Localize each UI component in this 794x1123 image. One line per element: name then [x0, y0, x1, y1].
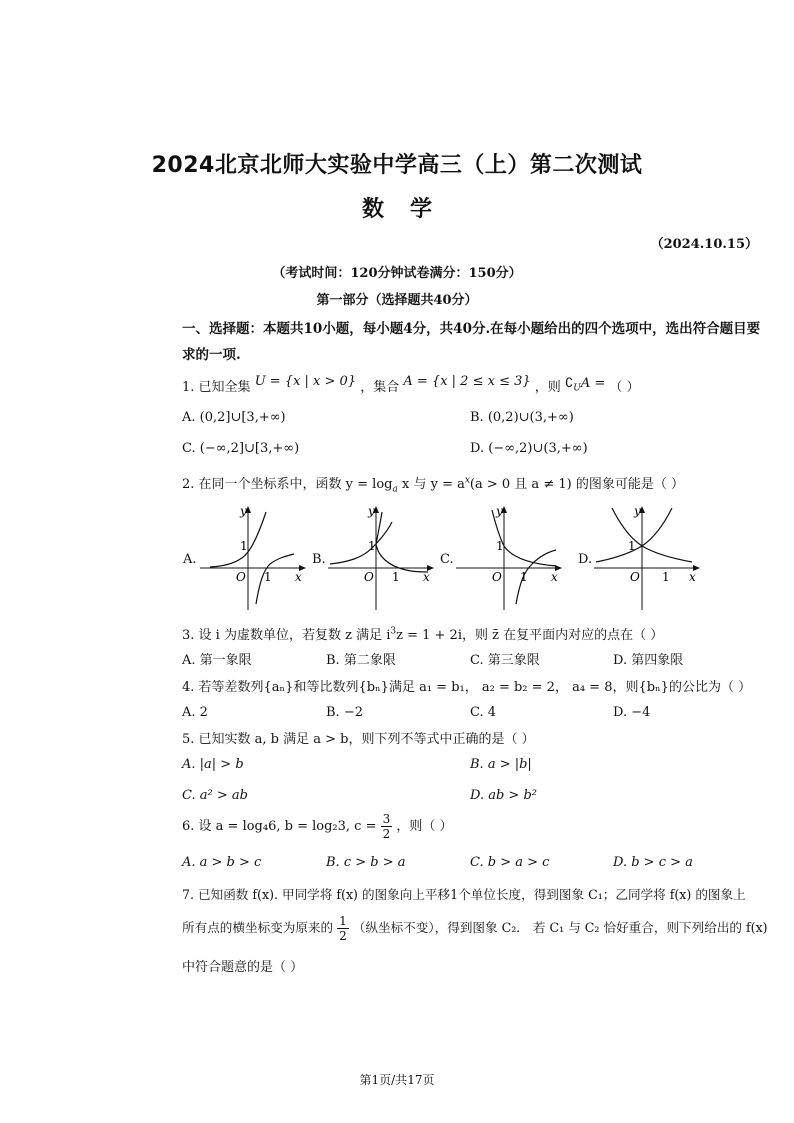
graph-c [454, 500, 566, 612]
section-heading: 一、选择题：本题共10小题，每小题4分，共40分.在每小题给出的四个选项中，选出符合题目要求的一项. [182, 321, 761, 363]
graph-d [592, 500, 704, 612]
q1-option-b[interactable]: B. (0,2)∪(3,+∞) [470, 410, 574, 425]
q4-option-b[interactable]: B. −2 [326, 705, 363, 720]
q5-option-a[interactable]: A. |a| > b [182, 757, 244, 772]
q7-frac-num: 1 [339, 914, 347, 928]
q6-option-d[interactable]: D. b > c > a [613, 855, 693, 870]
q1-option-a[interactable]: A. (0,2]∪[3,+∞) [182, 410, 286, 425]
question-1-stem [182, 376, 640, 398]
q7-frac-den: 2 [339, 929, 347, 943]
q2-log-base: a [392, 484, 398, 495]
q1-option-d[interactable]: D. (−∞,2)∪(3,+∞) [470, 441, 588, 456]
q7-text-b: （纵坐标不变），得到图象 C₂． 若 C₁ 与 C₂ 恰好重合，则下列给出的 f(x) [352, 920, 768, 935]
part-heading: 第一部分（选择题共40分） [316, 293, 478, 308]
graph-label-b[interactable]: B. [312, 552, 326, 567]
q6-option-b[interactable]: B. c > b > a [326, 855, 406, 870]
question-5-stem: 5. 已知实数 a, b 满足 a > b，则下列不等式中正确的是（ ） [182, 732, 535, 747]
q2-text-a: 2. 在同一个坐标系中，函数 y = log [182, 477, 393, 492]
q2-text-b: x 与 y = a [397, 477, 465, 492]
q1-option-c[interactable]: C. (−∞,2]∪[3,+∞) [182, 441, 300, 456]
q1-text-b: ，集合 [360, 380, 400, 395]
q3-exponent: 3 [390, 626, 397, 637]
graph-d-x-label: x [689, 570, 696, 584]
graph-c-origin: O [492, 570, 502, 584]
q2-text-c: (a > 0 且 a ≠ 1) 的图象可能是（ ） [469, 477, 684, 492]
q1-text-a: 1. 已知全集 [182, 380, 251, 395]
graph-b-origin: O [364, 570, 374, 584]
q1-set-u: U = {x | x > 0} [254, 374, 357, 389]
exam-date: （2024.10.15） [650, 237, 758, 252]
graph-label-a[interactable]: A. [183, 552, 197, 567]
complement-symbol: ∁ [564, 376, 574, 391]
question-7-line-1: 7. 已知函数 f(x). 甲同学将 f(x) 的图象向上平移1个单位长度，得到图象 C₁；乙同学将 f(x) 的图象上 [182, 887, 746, 902]
complement-subscript: U [573, 383, 581, 394]
page-number: 第1页/共17页 [359, 1073, 435, 1087]
graph-b-y-label: y [368, 504, 375, 518]
q1-text-c: ，则 [534, 380, 561, 395]
graph-a-origin: O [236, 570, 246, 584]
q6-fraction [381, 812, 393, 841]
q6-frac-den: 2 [382, 827, 391, 841]
graph-c-y-one: 1 [496, 539, 504, 553]
graph-c-x-label: x [551, 570, 558, 584]
graph-label-c[interactable]: C. [440, 552, 454, 567]
graph-label-d[interactable]: D. [578, 552, 593, 567]
question-4-stem: 4. 若等差数列{aₙ}和等比数列{bₙ}满足 a₁ = b₁， a₂ = b₂ = 2， a₄ = 8，则{bₙ}的公比为（ ） [182, 680, 752, 695]
graph-d-x-one: 1 [662, 570, 670, 584]
question-7-line-3: 中符合题意的是（ ） [182, 960, 304, 975]
q1-answer-paren: （ ） [609, 380, 640, 395]
q1-set-a: A = {x | 2 ≤ x ≤ 3} [403, 374, 531, 389]
q6-option-a[interactable]: A. a > b > c [182, 855, 262, 870]
graph-a-y-label: y [240, 504, 247, 518]
question-3-stem [182, 624, 663, 643]
graph-a-y-one: 1 [240, 539, 248, 553]
q6-text-a: 6. 设 a = log₄6, b = log₂3, c = [182, 819, 377, 834]
q6-text-b: ，则（ ） [396, 819, 453, 834]
graph-a [198, 500, 310, 612]
subject-title: 数学 [361, 197, 458, 222]
q4-option-d[interactable]: D. −4 [613, 705, 651, 720]
q3-option-c[interactable]: C. 第三象限 [470, 653, 540, 668]
q3-text-b: z = 1 + 2i，则 z̄ 在复平面内对应的点在（ ） [396, 628, 664, 643]
graph-a-x-one: 1 [264, 570, 272, 584]
graph-d-y-one: 1 [628, 539, 636, 553]
q6-option-c[interactable]: C. b > a > c [470, 855, 550, 870]
q6-frac-num: 3 [382, 812, 391, 826]
question-2-stem [182, 473, 684, 495]
q4-option-c[interactable]: C. 4 [470, 705, 497, 720]
graph-b-x-one: 1 [392, 570, 400, 584]
q3-option-a[interactable]: A. 第一象限 [182, 653, 252, 668]
page-title: 2024北京北师大实验中学高三（上）第二次测试 [151, 153, 643, 178]
question-7-line-2 [182, 914, 768, 943]
graph-c-y-label: y [496, 504, 503, 518]
graph-b [326, 500, 438, 612]
graph-b-y-one: 1 [368, 539, 376, 553]
q5-option-b[interactable]: B. a > |b| [470, 757, 532, 772]
q1-complement [564, 376, 606, 394]
q7-text-a: 所有点的横坐标变为原来的 [182, 920, 334, 935]
exam-info: （考试时间：120分钟试卷满分：150分） [272, 266, 522, 281]
q7-fraction [337, 914, 349, 943]
q3-option-b[interactable]: B. 第二象限 [326, 653, 396, 668]
graph-c-x-one: 1 [520, 570, 528, 584]
q5-option-d[interactable]: D. ab > b² [470, 788, 537, 803]
q5-option-c[interactable]: C. a² > ab [182, 788, 248, 803]
graph-b-x-label: x [423, 570, 430, 584]
q4-option-a[interactable]: A. 2 [182, 705, 208, 720]
graph-d-y-label: y [634, 504, 641, 518]
question-6-stem [182, 812, 453, 841]
q3-option-d[interactable]: D. 第四象限 [613, 653, 684, 668]
q2-exponent: x [464, 475, 470, 486]
q3-text-a: 3. 设 i 为虚数单位，若复数 z 满足 i [182, 628, 391, 643]
graph-d-origin: O [630, 570, 640, 584]
graph-a-x-label: x [295, 570, 302, 584]
complement-rest: A = [580, 376, 606, 391]
